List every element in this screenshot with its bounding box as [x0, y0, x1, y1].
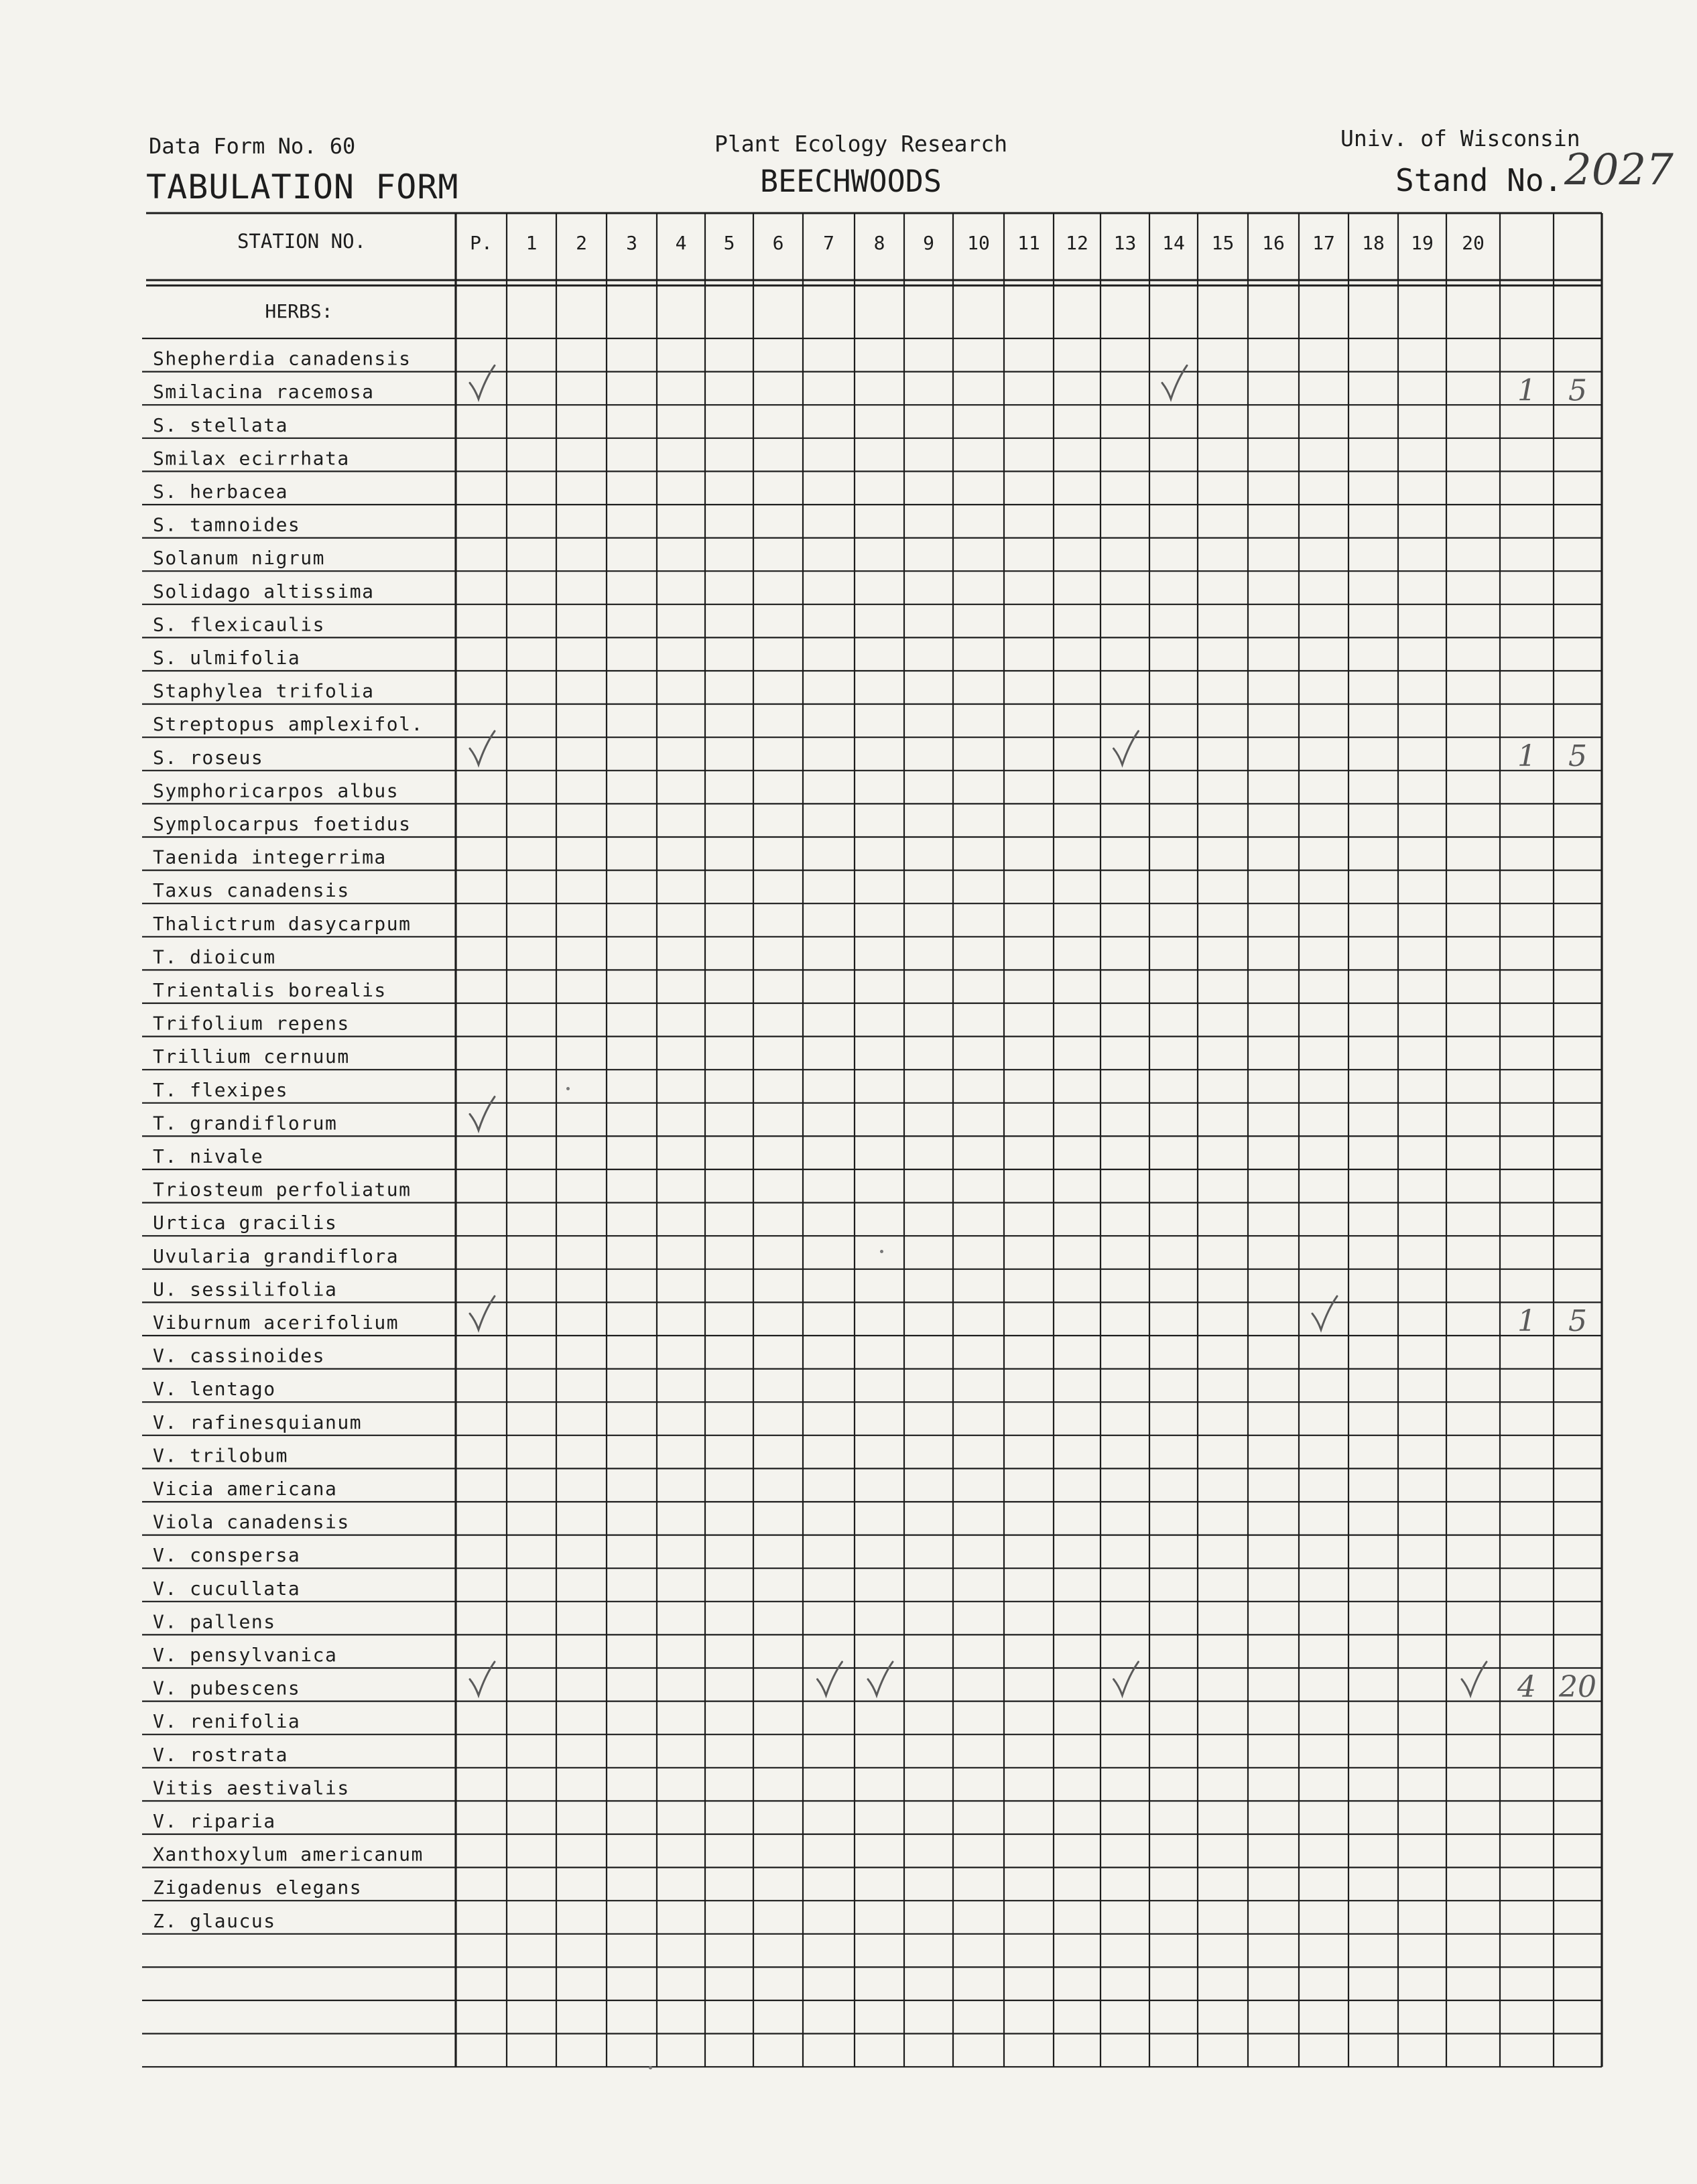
column-header-4: 4 — [675, 232, 687, 254]
check-mark — [1114, 1662, 1139, 1695]
species-label: Symplocarpus foetidus — [153, 813, 412, 835]
university: Univ. of Wisconsin — [1340, 125, 1580, 151]
species-label: Trillium cernuum — [153, 1045, 350, 1068]
stand-number-handwritten: 2027 — [1564, 145, 1674, 195]
column-header-2: 2 — [576, 232, 587, 254]
species-label: Triosteum perfoliatum — [153, 1178, 412, 1201]
species-label: Streptopus amplexifol. — [153, 713, 424, 736]
check-mark — [470, 1296, 495, 1330]
total-value: 20 — [1559, 1669, 1596, 1704]
species-label: Taxus canadensis — [153, 879, 350, 902]
species-label: V. pallens — [153, 1610, 276, 1633]
species-label: V. cassinoides — [153, 1344, 326, 1367]
species-label: Xanthoxylum americanum — [153, 1843, 424, 1866]
species-label: S. flexicaulis — [153, 613, 326, 636]
column-header-5: 5 — [723, 232, 735, 254]
form-title: TABULATION FORM — [146, 168, 459, 206]
species-label: Solidago altissima — [153, 580, 375, 602]
species-label: T. flexipes — [153, 1078, 288, 1101]
species-label: Staphylea trifolia — [153, 680, 375, 702]
column-header-17: 17 — [1312, 232, 1335, 254]
species-label: T. nivale — [153, 1145, 264, 1167]
station-number-header: STATION NO. — [237, 230, 367, 253]
species-label: Symphoricarpos albus — [153, 779, 399, 802]
organization: Plant Ecology Research — [714, 131, 1008, 157]
check-mark — [470, 365, 495, 399]
column-header-10: 10 — [967, 232, 990, 254]
species-label: V. riparia — [153, 1810, 276, 1832]
paper-speck — [649, 2066, 652, 2069]
species-label: Solanum nigrum — [153, 547, 326, 570]
column-header-7: 7 — [823, 232, 834, 254]
species-label: V. pensylvanica — [153, 1644, 338, 1666]
column-header-12: 12 — [1066, 232, 1088, 254]
species-label: Zigadenus elegans — [153, 1876, 363, 1899]
total-value: 5 — [1568, 739, 1587, 773]
species-label: S. herbacea — [153, 480, 288, 503]
column-header-P: P. — [470, 232, 493, 254]
column-header-3: 3 — [626, 232, 637, 254]
species-label: V. renifolia — [153, 1710, 301, 1733]
paper-speck — [880, 1250, 883, 1253]
check-mark — [1312, 1296, 1337, 1330]
count-value: 4 — [1517, 1669, 1536, 1704]
species-label: Smilax ecirrhata — [153, 447, 350, 470]
table-grid — [142, 213, 1602, 2067]
species-label: Shepherdia canadensis — [153, 347, 412, 370]
species-label: S. roseus — [153, 746, 264, 769]
species-label: V. lentago — [153, 1378, 276, 1401]
column-header-16: 16 — [1262, 232, 1285, 254]
column-header-20: 20 — [1462, 232, 1485, 254]
column-header-8: 8 — [873, 232, 885, 254]
form-number: Data Form No. 60 — [149, 133, 356, 159]
species-label: Viola canadensis — [153, 1511, 350, 1533]
species-label: S. stellata — [153, 413, 288, 436]
count-value: 1 — [1517, 1304, 1536, 1339]
species-label: Smilacina racemosa — [153, 381, 375, 403]
check-mark — [470, 731, 495, 765]
species-label: Thalictrum dasycarpum — [153, 912, 412, 935]
species-label: Trientalis borealis — [153, 979, 387, 1001]
column-header-19: 19 — [1411, 232, 1434, 254]
stand-label: Stand No. — [1395, 162, 1563, 198]
column-header-15: 15 — [1211, 232, 1235, 254]
species-label: V. rafinesquianum — [153, 1411, 363, 1433]
column-header-11: 11 — [1017, 232, 1040, 254]
column-headers — [237, 230, 1485, 254]
handwritten-marks — [470, 365, 1596, 1704]
species-label: U. sessilifolia — [153, 1278, 338, 1301]
species-label: Vitis aestivalis — [153, 1777, 350, 1799]
species-label: T. grandiflorum — [153, 1112, 338, 1135]
species-label: S. ulmifolia — [153, 647, 301, 669]
count-value: 1 — [1517, 739, 1536, 773]
check-mark — [818, 1662, 842, 1695]
species-label: Vicia americana — [153, 1478, 338, 1500]
check-mark — [868, 1662, 893, 1695]
check-mark — [1462, 1662, 1487, 1695]
species-label: Taenida integerrima — [153, 846, 387, 869]
column-header-6: 6 — [772, 232, 784, 254]
check-mark — [470, 1097, 495, 1131]
species-label: V. trilobum — [153, 1444, 288, 1467]
species-label: V. cucullata — [153, 1577, 301, 1600]
count-value: 1 — [1517, 373, 1536, 408]
species-label: V. conspersa — [153, 1544, 301, 1567]
species-label: T. dioicum — [153, 946, 276, 968]
species-labels — [153, 300, 424, 1932]
check-mark — [1114, 731, 1139, 765]
species-label: Z. glaucus — [153, 1909, 276, 1932]
species-label: V. rostrata — [153, 1743, 288, 1766]
check-mark — [470, 1662, 495, 1695]
species-label: V. pubescens — [153, 1677, 301, 1699]
total-value: 5 — [1568, 1304, 1587, 1339]
column-header-13: 13 — [1113, 232, 1137, 254]
total-value: 5 — [1568, 373, 1587, 408]
section-label-herbs: HERBS: — [265, 300, 333, 322]
column-header-18: 18 — [1362, 232, 1385, 254]
check-mark — [1162, 365, 1187, 399]
species-label: Uvularia grandiflora — [153, 1244, 399, 1267]
column-header-9: 9 — [923, 232, 934, 254]
species-label: Viburnum acerifolium — [153, 1311, 399, 1334]
species-label: S. tamnoides — [153, 513, 301, 536]
species-label: Urtica gracilis — [153, 1212, 338, 1234]
paper-speck — [566, 1087, 570, 1090]
species-label: Trifolium repens — [153, 1012, 350, 1035]
column-header-1: 1 — [525, 232, 538, 254]
site-name: BEECHWOODS — [760, 164, 942, 199]
column-header-14: 14 — [1162, 232, 1185, 254]
